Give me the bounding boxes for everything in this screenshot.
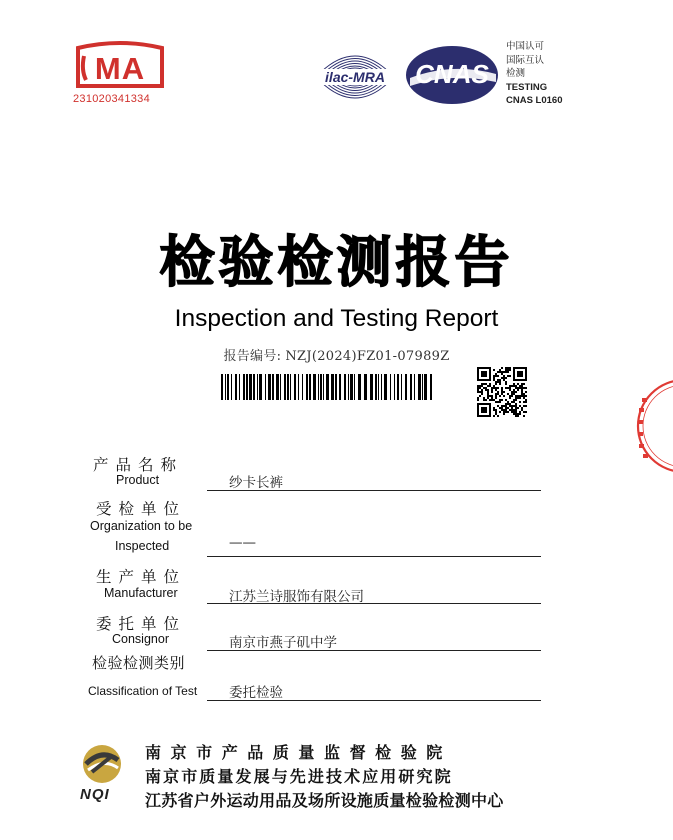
product-underline	[207, 490, 541, 491]
svg-text:ilac-MRA: ilac-MRA	[325, 69, 385, 85]
product-label-cn: 产品名称	[93, 456, 184, 474]
barcode	[221, 374, 437, 400]
consignor-underline	[207, 650, 541, 651]
report-number	[0, 345, 673, 364]
red-seal-stamp	[626, 376, 673, 476]
consignor-label-en: Consignor	[112, 632, 169, 646]
report-number-label: 报告编号:	[223, 349, 282, 364]
nqi-logo-text: NQI	[80, 786, 110, 803]
test-class-label-cn: 检验检测类别	[92, 654, 186, 672]
consignor-label-cn: 委托单位	[96, 615, 187, 633]
test-class-underline	[207, 700, 541, 701]
inspected-org-underline	[207, 556, 541, 557]
manufacturer-label-cn: 生产单位	[96, 568, 187, 586]
manufacturer-label-en: Manufacturer	[104, 586, 178, 600]
ilac-mra-logo	[315, 36, 395, 116]
svg-text:CNAS: CNAS	[415, 59, 489, 89]
institute-name-3: 江苏省户外运动用品及场所设施质量检验检测中心	[145, 791, 504, 810]
test-class-value: 委托检验	[229, 685, 283, 701]
svg-text:MA: MA	[94, 51, 146, 86]
manufacturer-underline	[207, 603, 541, 604]
institute-name-1: 南 京 市 产 品 质 量 监 督 检 验 院	[145, 743, 445, 762]
product-value: 纱卡长裤	[229, 475, 283, 491]
test-class-label-en: Classification of Test	[88, 684, 198, 698]
report-number-value: NZJ(2024)FZ01-07989Z	[285, 349, 450, 364]
qr-code	[477, 367, 527, 417]
manufacturer-value: 江苏兰诗服饰有限公司	[229, 589, 364, 605]
cnas-accreditation-text: 中国认可 国际互认 检测 TESTING CNAS L0160	[506, 41, 563, 106]
cma-code: 231020341334	[73, 93, 151, 105]
product-label-en: Product	[116, 473, 160, 487]
institute-name-2: 南京市质量发展与先进技术应用研究院	[145, 767, 453, 786]
cnas-logo	[404, 44, 500, 106]
inspected-org-label-en-line2: Inspected	[115, 539, 170, 553]
inspected-org-label-cn: 受检单位	[96, 500, 187, 518]
report-title-en: Inspection and Testing Report	[174, 305, 499, 332]
inspected-org-label-en-line1: Organization to be	[90, 519, 193, 533]
report-title-cn: 检验检测报告	[159, 230, 514, 294]
inspected-org-value: ——	[229, 535, 256, 551]
consignor-value: 南京市燕子矶中学	[229, 635, 337, 651]
